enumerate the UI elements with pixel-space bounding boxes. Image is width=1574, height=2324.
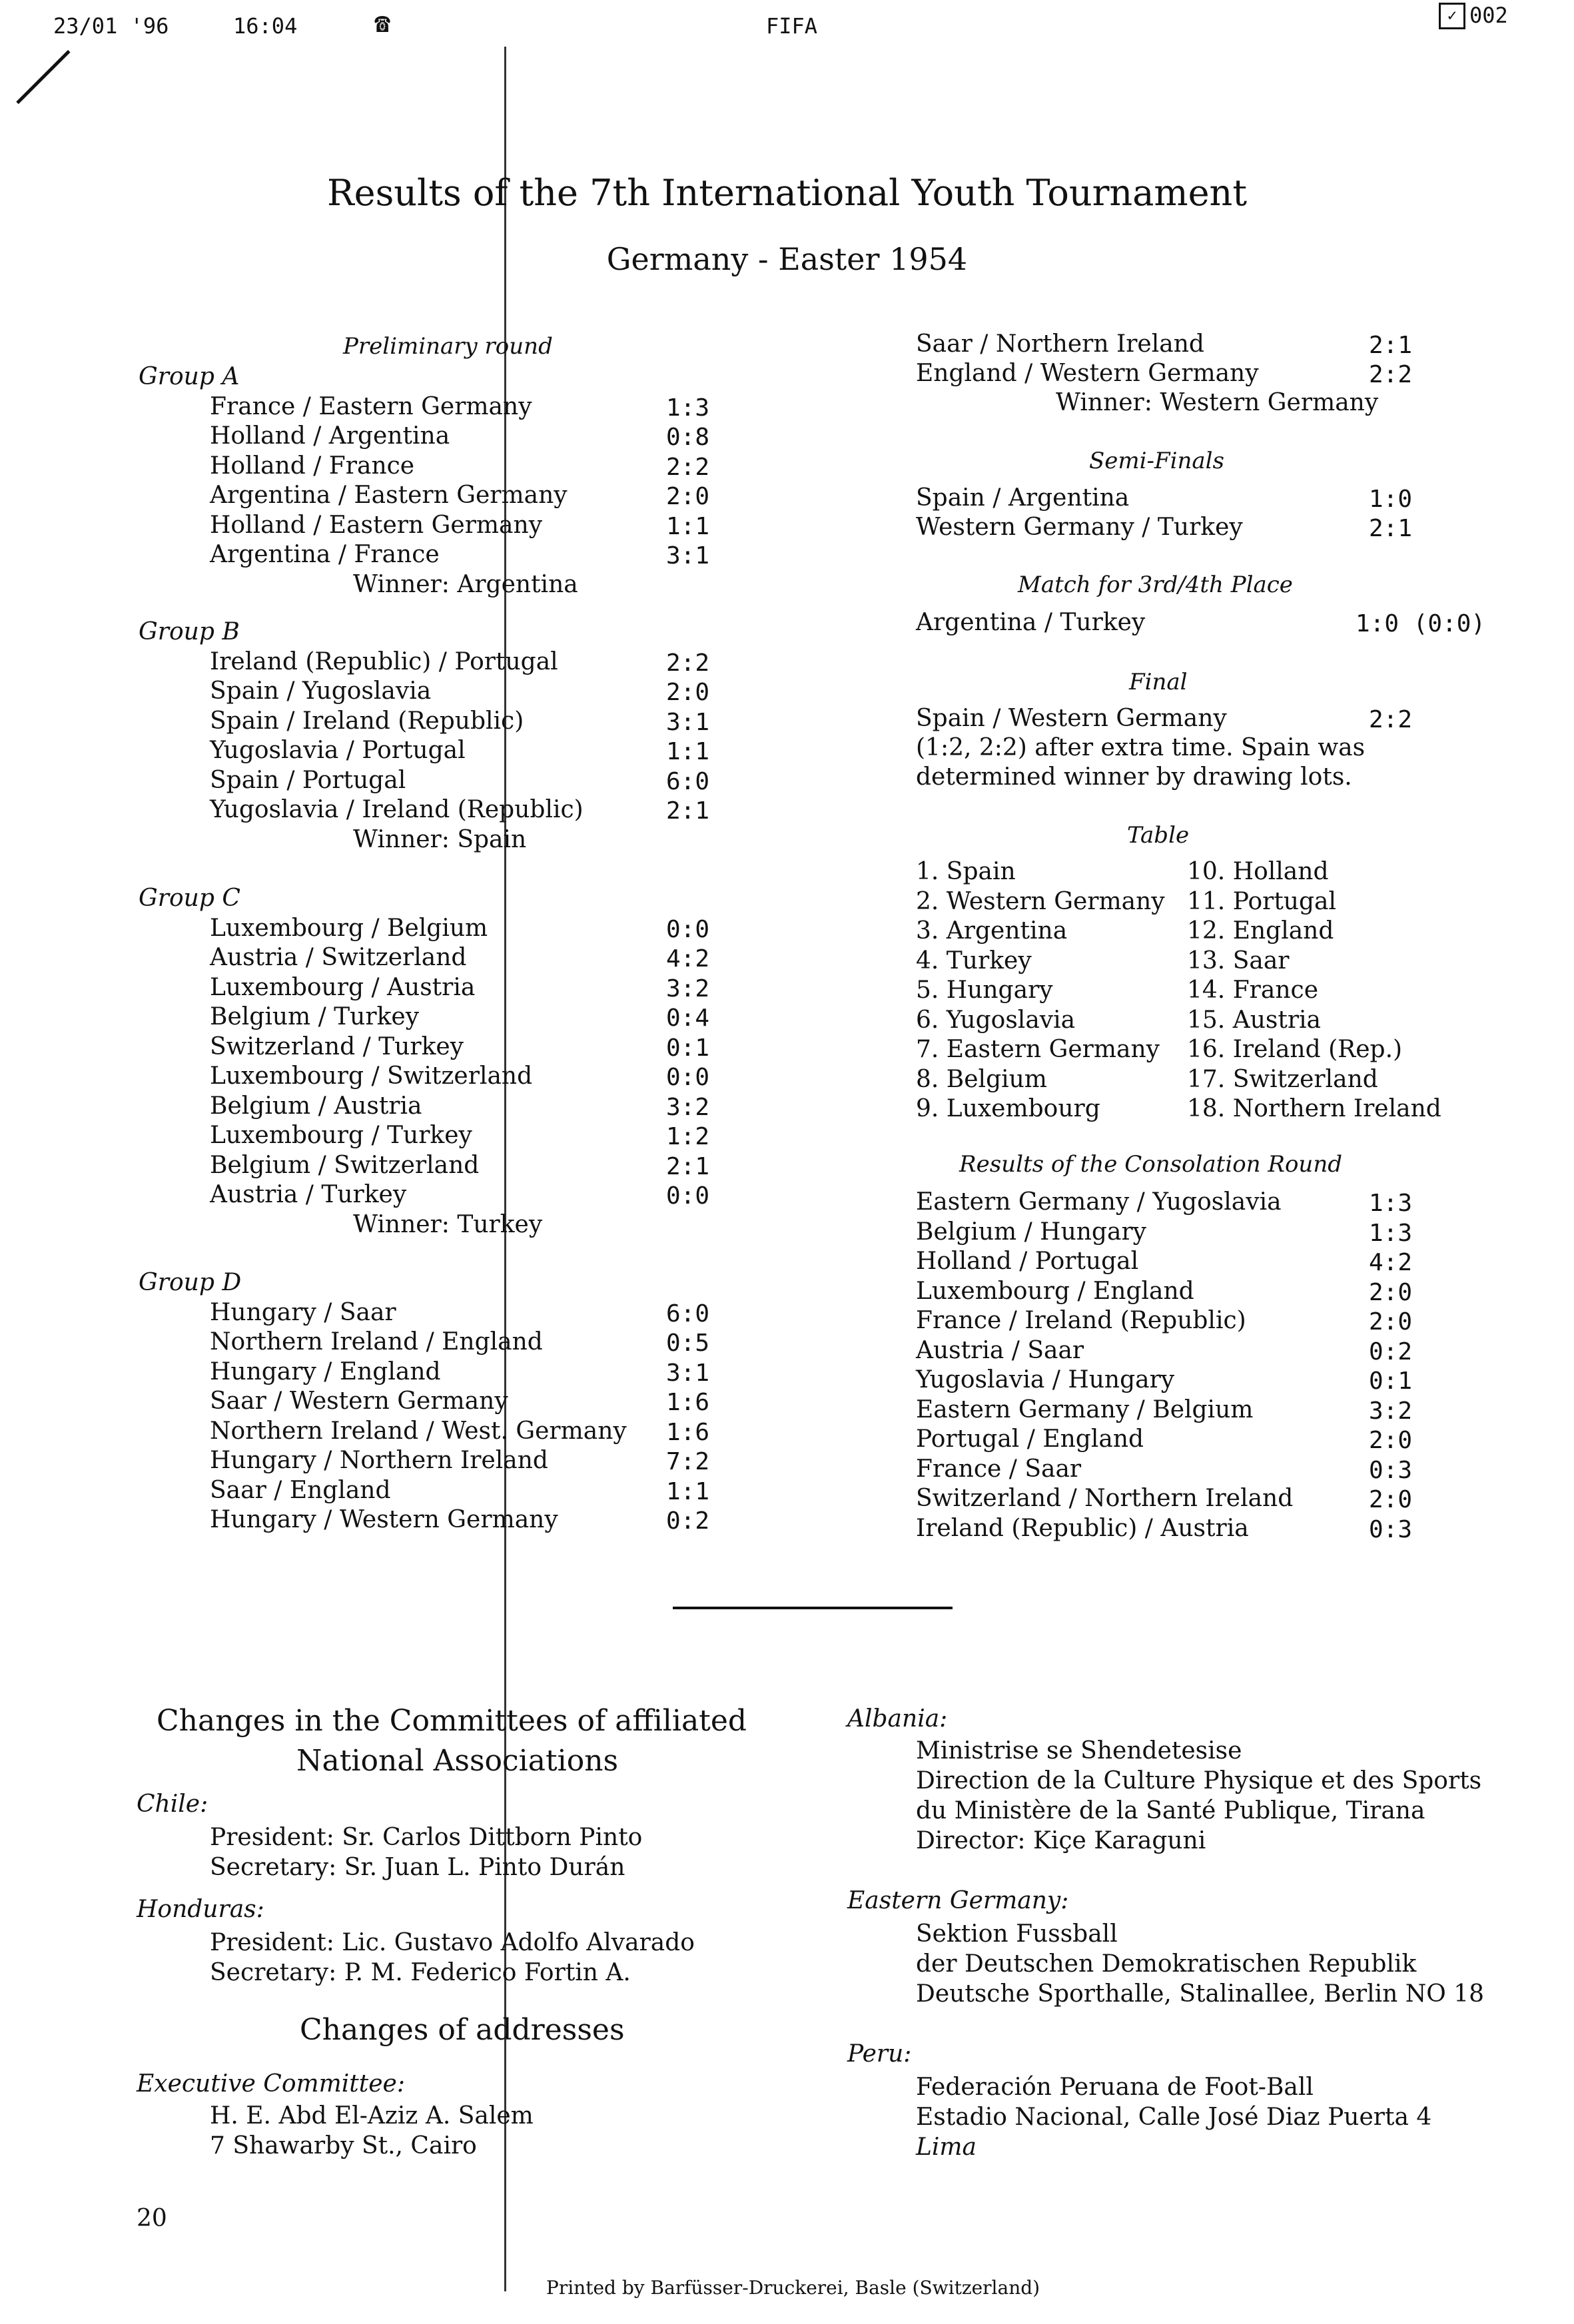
table-entry: 7. Eastern Germany — [916, 1036, 1160, 1063]
table-entry: 4. Turkey — [916, 947, 1032, 974]
chile-label: Chile: — [137, 1790, 208, 1818]
match-teams: Luxembourg / Turkey — [210, 1122, 472, 1149]
match-score: 2:0 — [1369, 1486, 1413, 1513]
match-teams: France / Saar — [916, 1455, 1082, 1483]
match-score: 3:2 — [1369, 1397, 1413, 1425]
pen-stroke — [16, 50, 70, 104]
albania-label: Albania: — [847, 1705, 948, 1733]
match-teams: Spain / Western Germany — [916, 705, 1227, 732]
match-teams: Luxembourg / England — [916, 1277, 1194, 1305]
third-place-label: Match for 3rd/4th Place — [1018, 572, 1293, 598]
committees-heading-2: National Associations — [296, 1744, 619, 1778]
eastern-germany-line-1: Sektion Fussball — [916, 1920, 1118, 1948]
match-score: 2:0 — [1369, 1308, 1413, 1336]
match-score: 0:3 — [1369, 1456, 1413, 1484]
match-score: 2:1 — [1369, 515, 1413, 542]
printed-by: Printed by Barfüsser-Druckerei, Basle (Switzerland) — [546, 2277, 1040, 2299]
match-teams: Eastern Germany / Yugoslavia — [916, 1188, 1282, 1216]
match-score: 3:2 — [666, 974, 710, 1002]
match-teams: Argentina / France — [210, 541, 440, 568]
fax-page-marker: 002 — [1469, 3, 1508, 28]
match-score: 0:1 — [1369, 1367, 1413, 1395]
final-note: determined winner by drawing lots. — [916, 763, 1352, 791]
match-score: 4:2 — [666, 945, 710, 972]
match-score: 6:0 — [666, 1300, 710, 1328]
preliminary-label: Preliminary round — [343, 333, 553, 360]
match-score: 1:3 — [666, 394, 710, 422]
honduras-line-2: Secretary: P. M. Federico Fortin A. — [210, 1959, 631, 1986]
albania-line-3: du Ministère de la Santé Publique, Tirana — [916, 1797, 1425, 1824]
table-entry: 5. Hungary — [916, 976, 1053, 1004]
table-entry: 11. Portugal — [1187, 887, 1337, 915]
match-teams: Spain / Yugoslavia — [210, 677, 432, 705]
exec-committee-label: Executive Committee: — [137, 2070, 405, 2098]
honduras-label: Honduras: — [137, 1896, 264, 1923]
fax-time: 16:04 — [233, 13, 298, 39]
match-teams: Belgium / Hungary — [916, 1218, 1146, 1246]
match-teams: Holland / Portugal — [916, 1248, 1139, 1275]
match-teams: Saar / Western Germany — [210, 1387, 508, 1415]
match-teams: Argentina / Eastern Germany — [210, 482, 568, 509]
match-score: 2:2 — [1369, 706, 1413, 733]
group-winner: Winner: Western Germany — [1056, 389, 1379, 416]
match-score: 1:6 — [666, 1389, 710, 1416]
table-entry: 8. Belgium — [916, 1065, 1047, 1093]
match-score: 0:0 — [666, 1182, 710, 1210]
albania-line-4: Director: Kiçe Karaguni — [916, 1827, 1206, 1854]
match-teams: Yugoslavia / Portugal — [210, 737, 466, 764]
match-teams: England / Western Germany — [916, 360, 1259, 387]
table-entry: 6. Yugoslavia — [916, 1006, 1076, 1034]
match-score: 2:0 — [1369, 1427, 1413, 1454]
phone-icon: ☎ — [374, 8, 391, 39]
match-score: 0:4 — [666, 1004, 710, 1032]
match-score: 3:1 — [666, 1359, 710, 1387]
eastern-germany-label: Eastern Germany: — [847, 1887, 1069, 1914]
match-teams: Ireland (Republic) / Austria — [916, 1514, 1249, 1542]
match-score: 7:2 — [666, 1448, 710, 1475]
albania-line-2: Direction de la Culture Physique et des Sports — [916, 1767, 1482, 1794]
match-teams: Hungary / Western Germany — [210, 1506, 558, 1533]
table-entry: 12. England — [1187, 917, 1334, 945]
match-teams: Switzerland / Northern Ireland — [916, 1485, 1294, 1512]
match-score: 2:0 — [1369, 1278, 1413, 1306]
exec-line-2: 7 Shawarby St., Cairo — [210, 2132, 477, 2159]
match-score: 1:1 — [666, 738, 710, 765]
match-score: 2:0 — [666, 679, 710, 706]
match-teams: Yugoslavia / Ireland (Republic) — [210, 796, 584, 823]
table-entry: 14. France — [1187, 976, 1318, 1004]
albania-line-1: Ministrise se Shendetesise — [916, 1737, 1242, 1764]
match-score: 2:2 — [666, 453, 710, 481]
final-note: (1:2, 2:2) after extra time. Spain was — [916, 734, 1366, 761]
match-teams: Luxembourg / Switzerland — [210, 1062, 533, 1090]
match-score: 1:3 — [1369, 1190, 1413, 1217]
match-teams: Holland / France — [210, 452, 415, 480]
match-score: 0:3 — [1369, 1515, 1413, 1543]
match-score: 2:0 — [666, 483, 710, 510]
table-entry: 13. Saar — [1187, 947, 1290, 974]
match-teams: Luxembourg / Austria — [210, 973, 476, 1001]
match-teams: Saar / England — [210, 1476, 391, 1504]
match-teams: Spain / Ireland (Republic) — [210, 707, 524, 735]
consolation-label: Results of the Consolation Round — [959, 1151, 1342, 1178]
eastern-germany-line-2: der Deutschen Demokratischen Republik — [916, 1950, 1417, 1978]
match-teams: Northern Ireland / West. Germany — [210, 1417, 627, 1445]
section-divider — [673, 1607, 953, 1609]
table-entry: 18. Northern Ireland — [1187, 1095, 1441, 1122]
table-entry: 10. Holland — [1187, 858, 1329, 885]
match-teams: Hungary / England — [210, 1357, 441, 1385]
table-entry: 3. Argentina — [916, 917, 1068, 945]
chile-line-2: Secretary: Sr. Juan L. Pinto Durán — [210, 1854, 625, 1881]
chile-line-1: President: Sr. Carlos Dittborn Pinto — [210, 1824, 643, 1851]
match-score: 0:2 — [1369, 1338, 1413, 1365]
match-teams: Hungary / Saar — [210, 1298, 396, 1326]
match-score: 0:2 — [666, 1507, 710, 1535]
checkbox-icon: ✓ — [1439, 3, 1465, 29]
table-entry: 17. Switzerland — [1187, 1065, 1378, 1093]
group-winner: Winner: Spain — [353, 825, 527, 853]
committees-heading-1: Changes in the Committees of affiliated — [157, 1704, 747, 1738]
page-subtitle: Germany - Easter 1954 — [606, 241, 968, 277]
semi-finals-label: Semi-Finals — [1089, 448, 1224, 474]
exec-line-1: H. E. Abd El-Aziz A. Salem — [210, 2102, 534, 2130]
match-score: 1:1 — [666, 1477, 710, 1505]
match-teams: Belgium / Turkey — [210, 1003, 420, 1030]
group-label: Group A — [139, 363, 240, 390]
match-score: 3:2 — [666, 1093, 710, 1121]
match-score: 1:3 — [1369, 1219, 1413, 1247]
match-teams: Austria / Saar — [916, 1336, 1084, 1364]
match-score: 1:2 — [666, 1123, 710, 1150]
table-entry: 16. Ireland (Rep.) — [1187, 1036, 1403, 1063]
match-score: 1:0 (0:0) — [1356, 610, 1486, 637]
page-title: Results of the 7th International Youth Tournament — [326, 172, 1248, 214]
table-entry: 1. Spain — [916, 858, 1016, 885]
peru-line-2: Estadio Nacional, Calle José Diaz Puerta 4 — [916, 2104, 1432, 2131]
match-score: 1:6 — [666, 1418, 710, 1446]
match-teams: Holland / Argentina — [210, 422, 450, 450]
match-score: 2:2 — [1369, 361, 1413, 388]
match-teams: Portugal / England — [916, 1425, 1144, 1453]
table-entry: 2. Western Germany — [916, 887, 1165, 915]
final-label: Final — [1129, 669, 1188, 695]
match-teams: Austria / Turkey — [210, 1181, 407, 1208]
addresses-heading: Changes of addresses — [300, 2013, 625, 2047]
match-teams: Switzerland / Turkey — [210, 1032, 464, 1060]
peru-line-3: Lima — [916, 2133, 977, 2161]
match-teams: Belgium / Austria — [210, 1092, 422, 1120]
fax-center-label: FIFA — [766, 13, 818, 39]
match-teams: France / Eastern Germany — [210, 392, 532, 420]
match-score: 2:2 — [666, 649, 710, 677]
match-teams: Saar / Northern Ireland — [916, 330, 1204, 358]
match-teams: Spain / Portugal — [210, 766, 406, 794]
table-entry: 9. Luxembourg — [916, 1095, 1100, 1122]
match-teams: Ireland (Republic) / Portugal — [210, 647, 558, 675]
match-teams: Spain / Argentina — [916, 484, 1130, 512]
peru-line-1: Federación Peruana de Foot-Ball — [916, 2074, 1314, 2101]
peru-label: Peru: — [847, 2040, 912, 2068]
match-score: 2:1 — [1369, 332, 1413, 359]
match-teams: Yugoslavia / Hungary — [916, 1366, 1175, 1393]
match-score: 1:1 — [666, 512, 710, 540]
match-teams: Austria / Switzerland — [210, 944, 467, 971]
group-winner: Winner: Turkey — [353, 1210, 543, 1238]
group-winner: Winner: Argentina — [353, 570, 578, 598]
honduras-line-1: President: Lic. Gustavo Adolfo Alvarado — [210, 1929, 695, 1956]
match-score: 3:1 — [666, 542, 710, 570]
match-score: 2:1 — [666, 1152, 710, 1180]
group-label: Group D — [139, 1269, 242, 1296]
group-label: Group B — [139, 618, 240, 645]
match-score: 0:1 — [666, 1034, 710, 1062]
fax-date: 23/01 '96 — [53, 13, 169, 39]
match-score: 6:0 — [666, 767, 710, 795]
match-score: 0:0 — [666, 1064, 710, 1091]
match-score: 4:2 — [1369, 1249, 1413, 1276]
match-score: 2:1 — [666, 797, 710, 825]
match-score: 0:5 — [666, 1330, 710, 1357]
table-entry: 15. Austria — [1187, 1006, 1322, 1034]
match-teams: Holland / Eastern Germany — [210, 511, 543, 539]
match-teams: Belgium / Switzerland — [210, 1151, 480, 1179]
match-score: 3:1 — [666, 708, 710, 736]
match-teams: France / Ireland (Republic) — [916, 1307, 1246, 1334]
page-number: 20 — [137, 2205, 167, 2232]
match-teams: Hungary / Northern Ireland — [210, 1447, 548, 1474]
match-teams: Eastern Germany / Belgium — [916, 1395, 1254, 1423]
match-score: 0:0 — [666, 915, 710, 943]
match-teams: Argentina / Turkey — [916, 609, 1146, 636]
eastern-germany-line-3: Deutsche Sporthalle, Stalinallee, Berlin NO 18 — [916, 1980, 1484, 2008]
match-teams: Luxembourg / Belgium — [210, 914, 488, 942]
match-teams: Western Germany / Turkey — [916, 514, 1243, 541]
match-score: 0:8 — [666, 424, 710, 451]
group-label: Group C — [139, 885, 240, 912]
table-label: Table — [1127, 822, 1190, 849]
match-teams: Northern Ireland / England — [210, 1328, 543, 1356]
match-score: 1:0 — [1369, 486, 1413, 513]
